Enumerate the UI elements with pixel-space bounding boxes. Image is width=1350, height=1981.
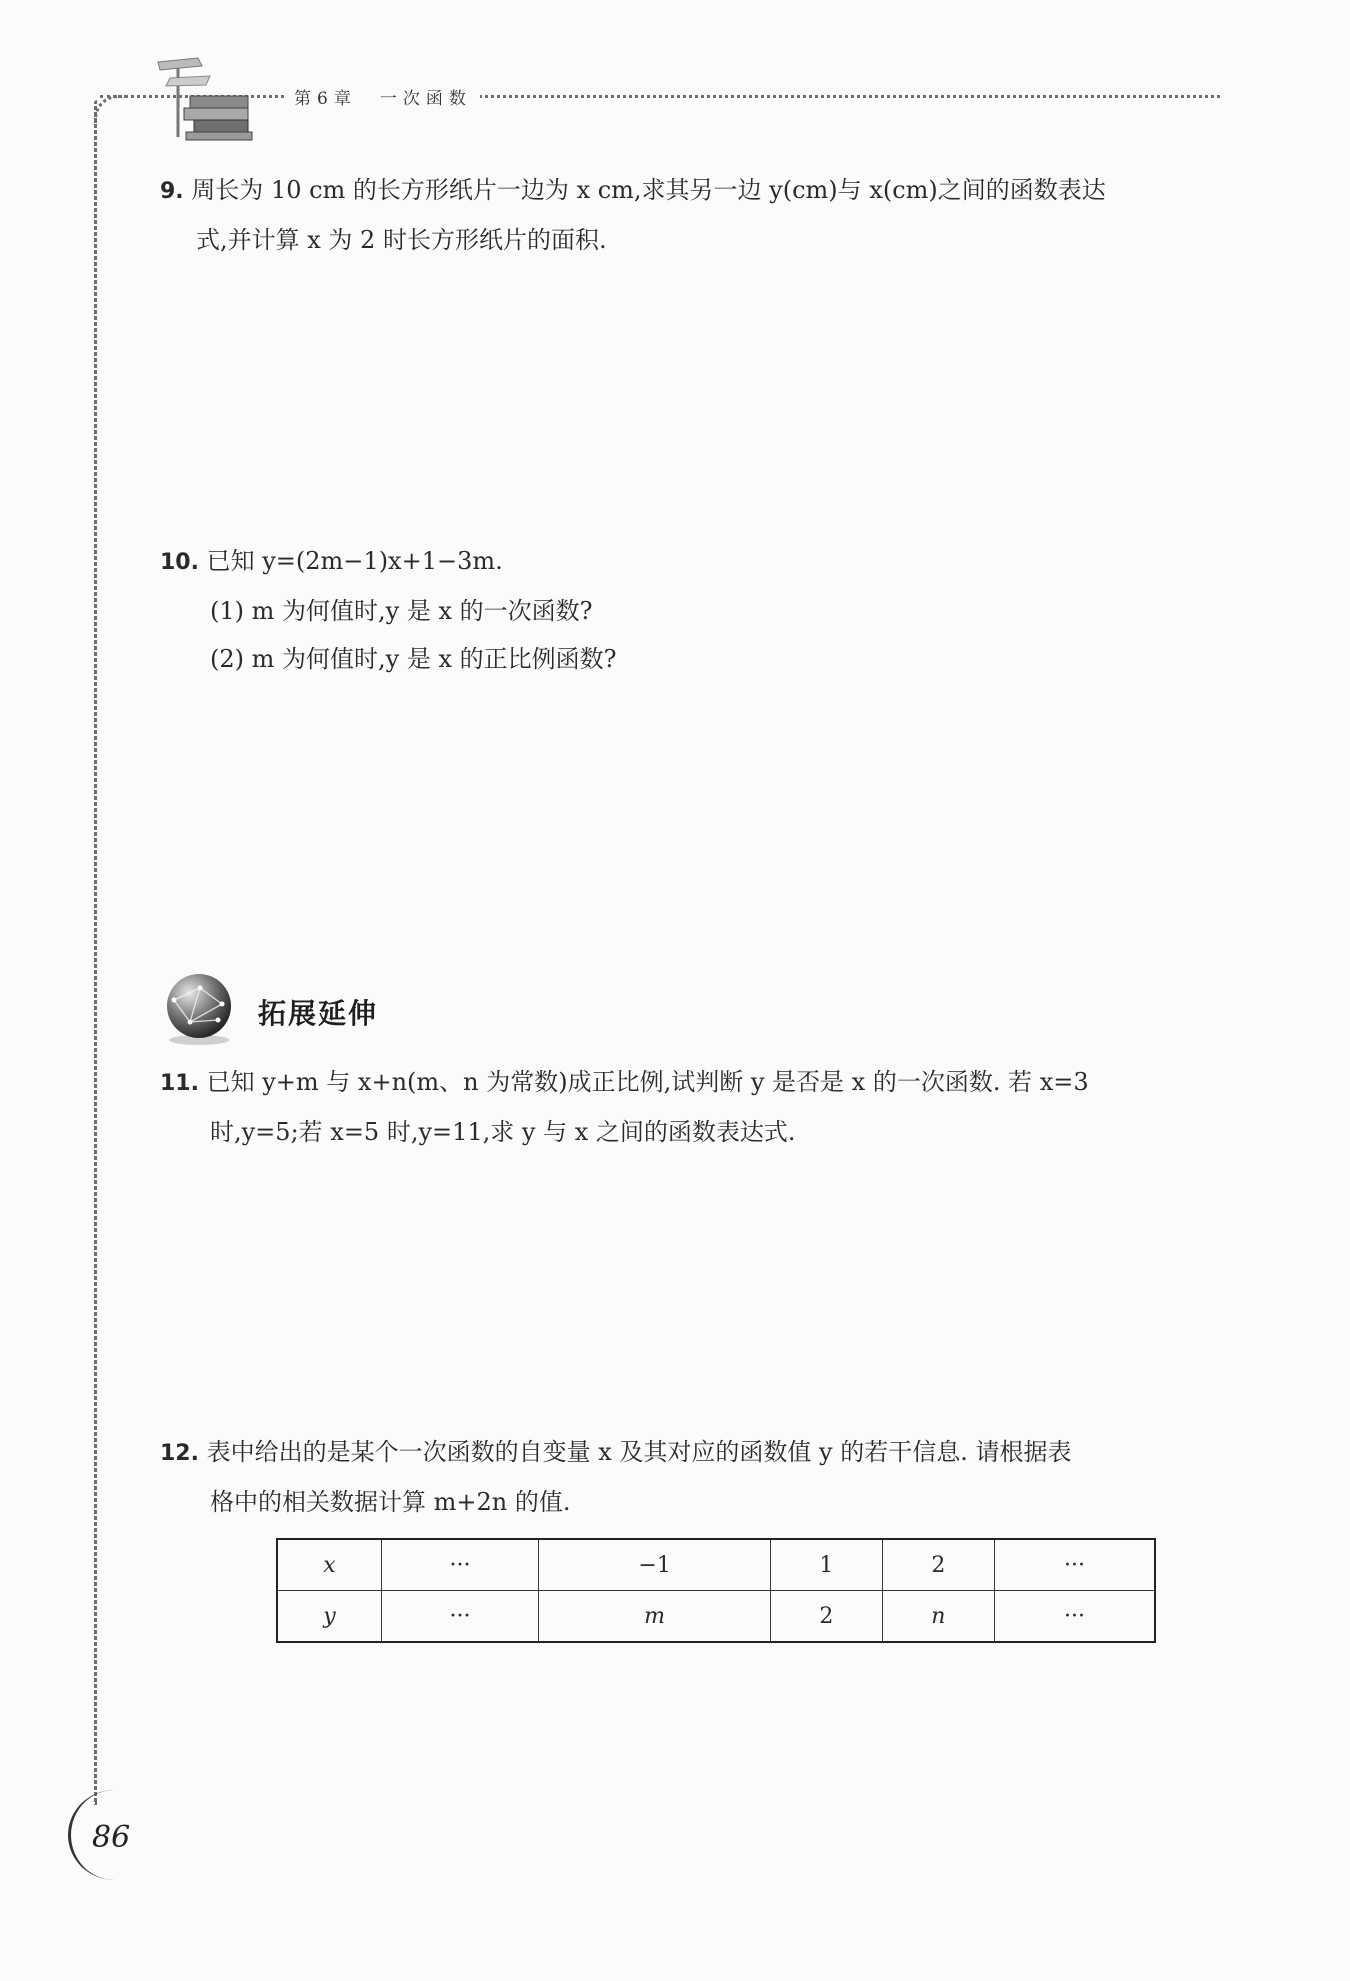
sub-question: (2) m 为何值时,y 是 x 的正比例函数? xyxy=(210,645,617,673)
table-cell: ··· xyxy=(995,1539,1155,1591)
corner-dotted-curve xyxy=(94,95,127,128)
table-cell: 2 xyxy=(882,1539,995,1591)
problem-line: 9. 周长为 10 cm 的长方形纸片一边为 x cm,求其另一边 y(cm)与 x(cm)之间的函数表达 xyxy=(160,176,1106,204)
problem-line: 时,y=5;若 x=5 时,y=11,求 y 与 x 之间的函数表达式. xyxy=(210,1118,796,1146)
table-cell: 1 xyxy=(771,1539,882,1591)
table-cell: y xyxy=(277,1591,381,1643)
table-cell: ··· xyxy=(381,1591,538,1643)
table-cell: 2 xyxy=(771,1591,882,1643)
table-row xyxy=(277,1591,1155,1643)
books-signpost-icon xyxy=(150,52,260,142)
problem-number: 9. xyxy=(160,179,184,204)
problem-9 xyxy=(160,166,1106,264)
margin-dotted-rule xyxy=(94,100,97,1805)
problem-10 xyxy=(160,537,617,683)
table-cell: −1 xyxy=(539,1539,771,1591)
problem-line: 11. 已知 y+m 与 x+n(m、n 为常数)成正比例,试判断 y 是否是 x 的一次函数. 若 x=3 xyxy=(160,1068,1089,1096)
table-cell: ··· xyxy=(381,1539,538,1591)
function-values-table xyxy=(276,1538,1156,1643)
table-cell: n xyxy=(882,1591,995,1643)
header-dotted-rule xyxy=(100,95,1220,98)
table-row xyxy=(277,1539,1155,1591)
problem-line: 格中的相关数据计算 m+2n 的值. xyxy=(210,1488,571,1516)
problem-11 xyxy=(160,1058,1089,1156)
problem-line: 12. 表中给出的是某个一次函数的自变量 x 及其对应的函数值 y 的若干信息. 请根据表 xyxy=(160,1438,1072,1466)
sub-question: (1) m 为何值时,y 是 x 的一次函数? xyxy=(210,597,593,625)
problem-12 xyxy=(160,1428,1072,1526)
problem-number: 10. xyxy=(160,550,199,575)
globe-network-icon xyxy=(160,970,238,1048)
chapter-title: 第6章 一次函数 xyxy=(286,84,480,109)
problem-number: 12. xyxy=(160,1441,199,1466)
problem-line: 式,并计算 x 为 2 时长方形纸片的面积. xyxy=(196,226,607,254)
problem-line: 10. 已知 y=(2m−1)x+1−3m. xyxy=(160,547,503,575)
page-number: 86 xyxy=(92,1820,131,1855)
problem-number: 11. xyxy=(160,1071,199,1096)
table-cell: m xyxy=(539,1591,771,1643)
section-title: 拓展延伸 xyxy=(258,997,379,1030)
table-cell: x xyxy=(277,1539,381,1591)
table-cell: ··· xyxy=(995,1591,1155,1643)
